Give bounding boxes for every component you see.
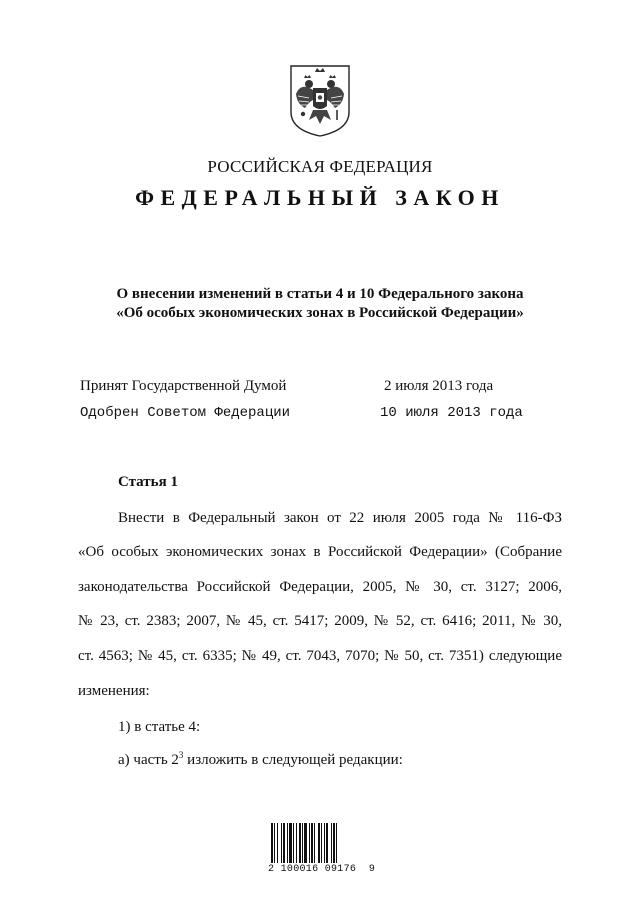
article-text-line: ст. 4563; № 45, ст. 6335; № 49, ст. 7043, 7070; № 50, ст. 7351) следующие	[78, 648, 562, 664]
article-text-line: законодательства Российской Федерации, 2005, № 30, ст. 3127; 2006,	[78, 579, 562, 595]
item2-superscript: 3	[178, 750, 184, 760]
item2-text: а) часть 2	[118, 752, 179, 768]
article-heading: Статья 1	[118, 474, 178, 490]
article-text-line: Внести в Федеральный закон от 22 июля 2005 года № 116-ФЗ	[118, 510, 562, 526]
article-text-line: изменения:	[78, 683, 150, 699]
adopted-date: 2 июля 2013 года	[384, 378, 494, 394]
barcode-number: 2 100016 09176 9	[268, 864, 376, 875]
approved-label: Одобрен Советом Федерации	[80, 405, 291, 421]
item2-text-rest: изложить в следующей редакции:	[183, 752, 403, 768]
law-title-line-1: О внесении изменений в статьи 4 и 10 Федерального закона	[116, 286, 524, 302]
barcode	[271, 823, 355, 863]
country-name: РОССИЙСКАЯ ФЕДЕРАЦИЯ	[207, 157, 433, 176]
amendment-item-1: 1) в статье 4:	[118, 719, 201, 735]
law-title-line-2: «Об особых экономических зонах в Российской Федерации»	[116, 305, 524, 321]
adopted-label: Принят Государственной Думой	[80, 378, 287, 394]
article-text-line: № 23, ст. 2383; 2007, № 45, ст. 5417; 2009, № 52, ст. 6416; 2011, № 30,	[78, 613, 562, 629]
amendment-item-2	[118, 752, 403, 769]
article-text-line: «Об особых экономических зонах в Российской Федерации» (Собрание	[78, 544, 562, 560]
document-type: ФЕДЕРАЛЬНЫЙ ЗАКОН	[135, 185, 505, 210]
coat-of-arms-emblem	[287, 64, 353, 138]
approved-date: 10 июля 2013 года	[380, 405, 523, 421]
